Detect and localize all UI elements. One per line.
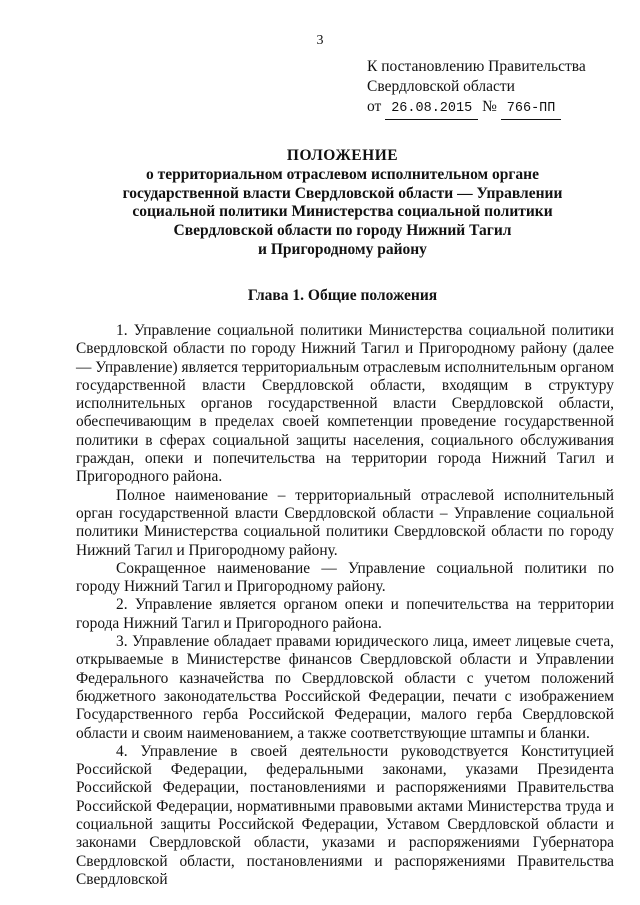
- title-line: Свердловской области по городу Нижний Тагил: [173, 222, 512, 240]
- paragraph: 3. Управление обладает правами юридического лица, имеет лицевые счета, открываемые в Министерстве финансов Свердловской области и Управлении Федерального казначейства по Свердловской области с учетом положений бюджетного законодательства Российской Федерации, печати с изображением Государственного герба Российской Федерации, малого герба Свердловской области и своим наименованием, а также соответствующие штампы и бланки.: [76, 633, 614, 742]
- annex-number: 766-ПП: [501, 99, 562, 120]
- paragraph: 2. Управление является органом опеки и попечительства на территории города Нижний Тагил и Пригородного района.: [76, 596, 614, 632]
- annex-block: [367, 57, 586, 120]
- title-line: государственной власти Свердловской области — Управлении: [122, 184, 563, 202]
- annex-date-prefix: от: [367, 98, 382, 115]
- annex-date: 26.08.2015: [385, 99, 478, 120]
- paragraph: 4. Управление в своей деятельности руководствуется Конституцией Российской Федерации, федеральными законами, указами Президента Российской Федерации, постановлениями и распоряжениями Правительства Российской Федерации, нормативными правовыми актами Министерства труда и социальной защиты Российской Федерации, Уставом Свердловской области и законами Свердловской области, указами и распоряжениями Губернатора Свердловской области, постановлениями и распоряжениями Правительства Свердловской: [76, 742, 614, 888]
- page-number: 3: [316, 33, 324, 48]
- paragraph: 1. Управление социальной политики Министерства социальной политики Свердловской области по городу Нижний Тагил и Пригородному району (далее — Управление) является территориальным отраслевым исполнительным органом государственной власти Свердловской области, входящим в структуру исполнительных органов государственной власти Свердловской области, обеспечивающим в пределах своей компетенции проведение государственной политики в сферах социальной защиты населения, социального обслуживания граждан, опеки и попечительства на территории города Нижний Тагил и Пригородного района.: [76, 322, 614, 486]
- title-line: о территориальном отраслевом исполнительном органе: [146, 165, 539, 183]
- title-main: ПОЛОЖЕНИЕ: [286, 147, 399, 164]
- paragraph: Сокращенное наименование — Управление социальной политики по городу Нижний Тагил и Пригородному району.: [76, 559, 614, 596]
- annex-line-2: Свердловской области: [367, 78, 515, 95]
- chapter-heading: Глава 1. Общие положения: [247, 287, 438, 304]
- annex-line-1: К постановлению Правительства: [367, 58, 586, 75]
- title-line: и Пригородному району: [258, 240, 427, 258]
- annex-number-prefix: №: [482, 98, 497, 115]
- annex-date-line: [367, 97, 586, 120]
- paragraph: Полное наименование – территориальный отраслевой исполнительный орган государственной власти Свердловской области – Управление социальной политики Министерства социальной политики Свердловской области по городу Нижний Тагил и Пригородному району.: [76, 486, 614, 559]
- title-line: социальной политики Министерства социальной политики: [132, 203, 553, 221]
- document-title: [70, 147, 615, 260]
- document-body: [76, 322, 614, 889]
